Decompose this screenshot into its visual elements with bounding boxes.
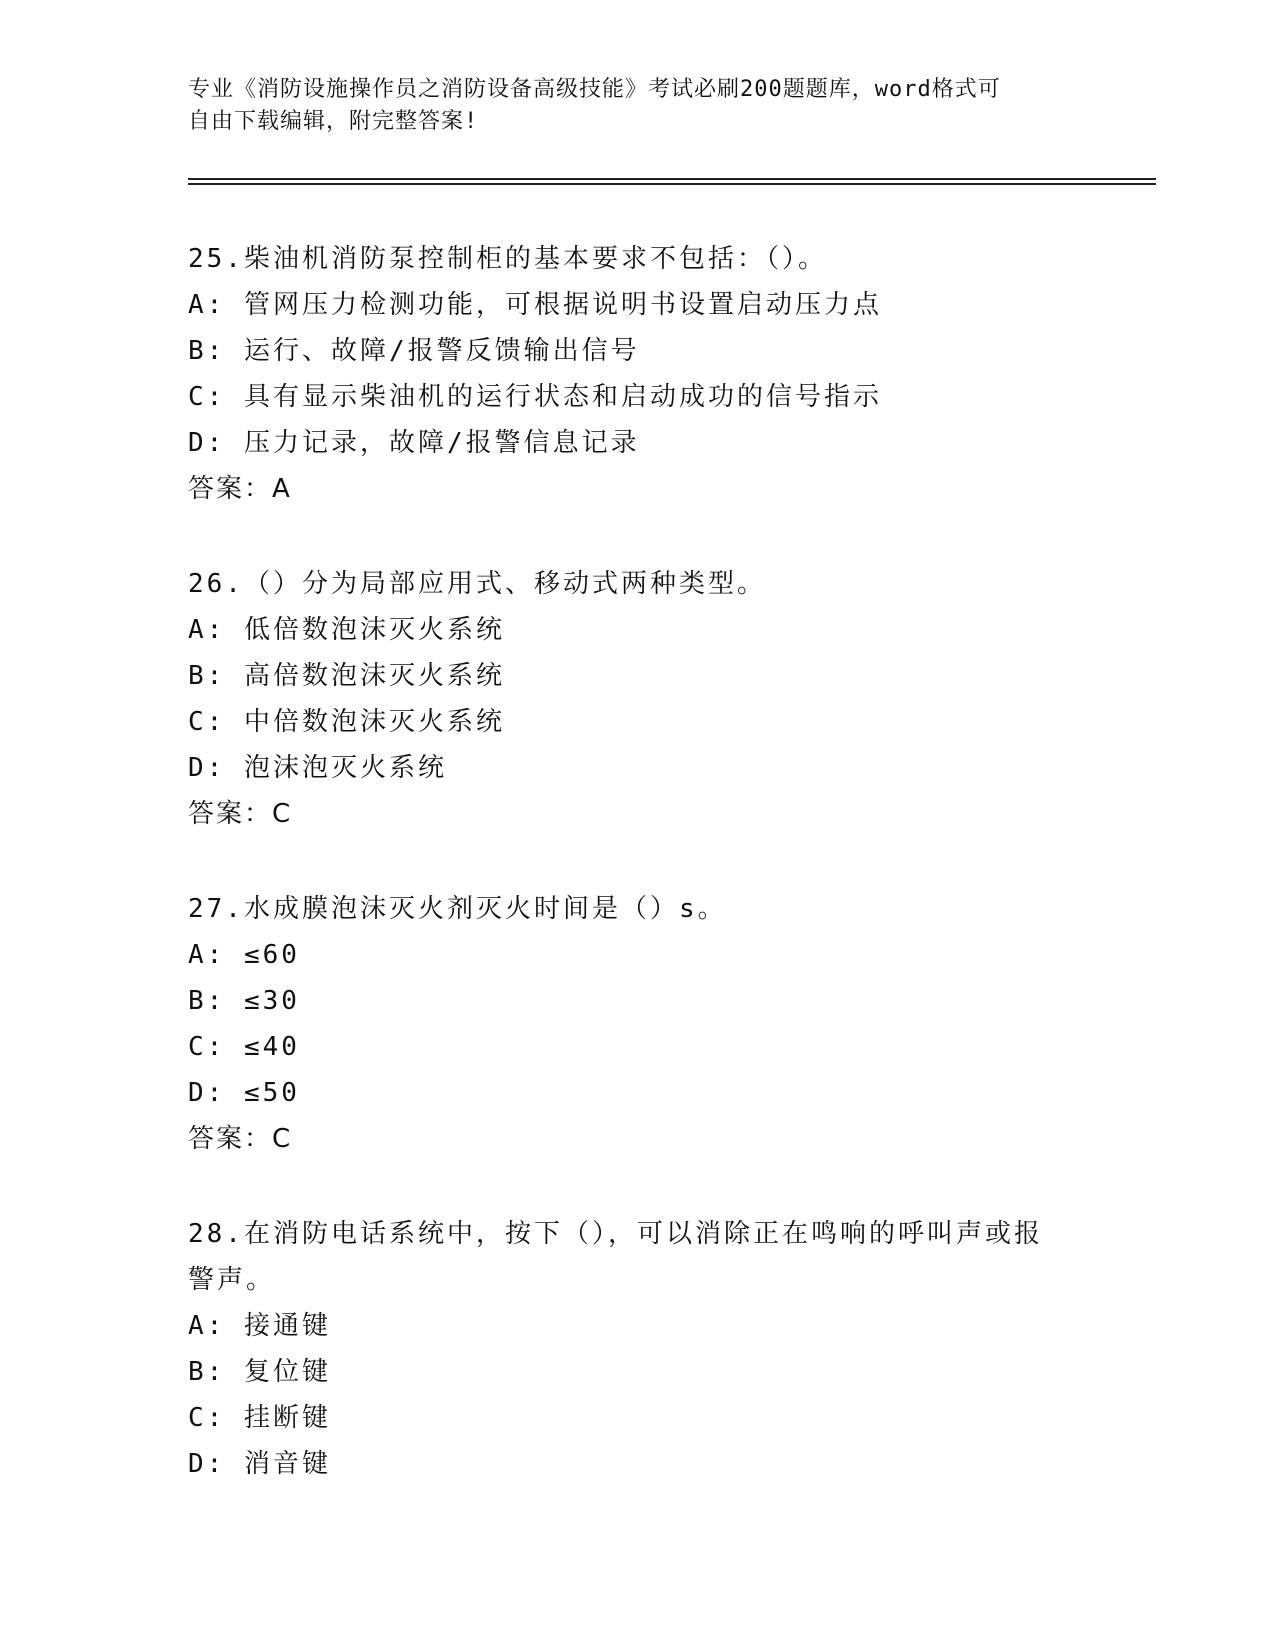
document-header bbox=[188, 74, 1088, 138]
option-a: A: 低倍数泡沫灭火系统 bbox=[188, 615, 505, 645]
option-a: A: ≤60 bbox=[188, 940, 300, 970]
header-line-2: 自由下载编辑，附完整答案! bbox=[188, 109, 479, 134]
question-stem: 27.水成膜泡沫灭火剂灭火时间是（）s。 bbox=[188, 894, 727, 924]
question-list bbox=[188, 236, 1088, 1536]
question-27 bbox=[188, 886, 1088, 1162]
option-d: D: 压力记录，故障/报警信息记录 bbox=[188, 428, 640, 458]
header-divider-top bbox=[188, 178, 1156, 180]
option-b: B: 运行、故障/报警反馈输出信号 bbox=[188, 336, 640, 366]
option-a: A: 接通键 bbox=[188, 1311, 331, 1341]
option-d: D: 消音键 bbox=[188, 1449, 331, 1479]
question-stem: 26.（）分为局部应用式、移动式两种类型。 bbox=[188, 569, 766, 599]
answer-line: 答案：C bbox=[188, 799, 293, 829]
option-d: D: ≤50 bbox=[188, 1078, 300, 1108]
header-line-1: 专业《消防设施操作员之消防设备高级技能》考试必刷200题题库，word格式可 bbox=[188, 77, 1001, 102]
question-stem: 28.在消防电话系统中，按下（），可以消除正在鸣响的呼叫声或报警声。 bbox=[188, 1219, 1043, 1295]
question-25 bbox=[188, 236, 1088, 512]
header-divider-bottom bbox=[188, 183, 1156, 185]
option-b: B: 高倍数泡沫灭火系统 bbox=[188, 661, 505, 691]
option-a: A: 管网压力检测功能，可根据说明书设置启动压力点 bbox=[188, 290, 882, 320]
option-c: C: ≤40 bbox=[188, 1032, 300, 1062]
option-c: C: 具有显示柴油机的运行状态和启动成功的信号指示 bbox=[188, 382, 882, 412]
option-b: B: 复位键 bbox=[188, 1357, 331, 1387]
option-c: C: 中倍数泡沫灭火系统 bbox=[188, 707, 505, 737]
option-c: C: 挂断键 bbox=[188, 1403, 331, 1433]
option-b: B: ≤30 bbox=[188, 986, 300, 1016]
answer-line: 答案：C bbox=[188, 1124, 293, 1154]
question-26 bbox=[188, 561, 1088, 837]
answer-line: 答案：A bbox=[188, 474, 292, 504]
question-stem: 25.柴油机消防泵控制柜的基本要求不包括：（）。 bbox=[188, 244, 827, 274]
question-28 bbox=[188, 1211, 1088, 1487]
option-d: D: 泡沫泡灭火系统 bbox=[188, 753, 447, 783]
